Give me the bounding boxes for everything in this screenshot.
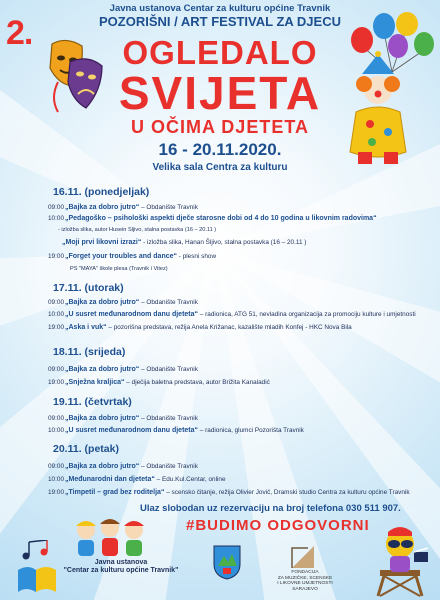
day-heading: 20.11. (petak) — [53, 443, 119, 455]
children-logo-illustration — [70, 516, 150, 558]
schedule-event: 09:00„Bajka za dobro jutro“ – Obdanište Travnik — [48, 299, 198, 306]
title-u-ocima-djeteta: U OČIMA DJETETA — [130, 117, 309, 137]
schedule-event: 10:00„U susret međunarodnom danu djeteta“ – radionica, glumci Pozorišta Travnik — [48, 427, 304, 434]
schedule-event: 09:00„Bajka za dobro jutro“ – Obdanište Travnik — [48, 366, 198, 373]
schedule-event: 10:00„Međunarodni dan djeteta“ – Edu.Kul.Centar, online — [48, 476, 226, 483]
schedule-event: „Moji prvi likovni izrazi“ - izložba slika, Hanan Šljivo, stalna postavka (16 – 20.11 ) — [62, 239, 307, 246]
foundation-name: FONDACIJA ZA MUZIČKE, SCENSKE I LIKOVNE UMJETNOSTI SARAJEVO — [277, 570, 333, 592]
schedule-event: 09:00„Bajka za dobro jutro“ – Obdanište Travnik — [48, 463, 198, 470]
music-notes-icon — [14, 540, 60, 596]
festival-dates: 16 - 20.11.2020. — [158, 140, 282, 159]
organizer-line: Javna ustanova Centar za kulturu općine Travnik — [109, 3, 331, 14]
edition-number: 2. — [6, 14, 33, 52]
festival-name: POZORIŠNI / ART FESTIVAL ZA DJECU — [99, 14, 341, 29]
event-note: PS "MAYA" škole plesa (Travnik i Vitez) — [70, 266, 168, 272]
festival-venue: Velika sala Centra za kulturu — [152, 162, 288, 173]
schedule-event: 10:00„Pedagoško – psihološki aspekti dječe starosne dobi od 4 do 10 godina u likovnim radovima“ — [48, 215, 377, 222]
hashtag: #BUDIMO ODGOVORNI — [186, 517, 370, 534]
day-heading: 18.11. (srijeda) — [53, 346, 126, 358]
schedule-event: 10:00„U susret međunarodnom danu djeteta“ – radionica, ATG 51, nevladina organizacija za promociju kulture i umjetnosti — [48, 311, 416, 318]
municipality-crest-icon — [212, 544, 242, 580]
foundation-logo-icon — [286, 540, 320, 570]
day-heading: 19.11. (četvrtak) — [53, 396, 132, 408]
schedule-event: 19:00„Snježna kraljica“ – dječija baletna predstava, autor Brižita Kanaladić — [48, 379, 270, 386]
entry-info: Ulaz slobodan uz rezervaciju na broj telefona 030 511 907. — [140, 503, 401, 514]
schedule-event: 19:00„Aska i vuk“ – pozorišna predstava, režija Anela Križanac, kazalište mladih Konfej - HKC Nova Bila — [48, 324, 352, 331]
schedule-event: 09:00„Bajka za dobro jutro“ – Obdanište Travnik — [48, 415, 198, 422]
organizer-footer: Javna ustanova "Centar za kulturu općine Travnik" — [63, 559, 179, 574]
schedule-event: 19:00„Timpetil – grad bez roditelja“ – scensko čitanje, režija Olivier Jovič, Dramski studio Centra za kulturu općine Travnik — [48, 489, 410, 496]
schedule-event: 09:00„Bajka za dobro jutro“ – Obdanište Travnik — [48, 204, 198, 211]
title-ogledalo: OGLEDALO — [122, 34, 318, 71]
title-svijeta: SVIJETA — [118, 67, 322, 119]
schedule-event: 19:00„Forget your troubles and dance“ - plesni show — [48, 253, 217, 260]
director-character-illustration — [362, 522, 438, 598]
day-heading: 16.11. (ponedjeljak) — [53, 186, 150, 198]
day-heading: 17.11. (utorak) — [53, 282, 124, 294]
event-note: - izložba slika, autor Husein Šljivo, stalna postavka (16 – 20.11 ) — [58, 227, 217, 233]
